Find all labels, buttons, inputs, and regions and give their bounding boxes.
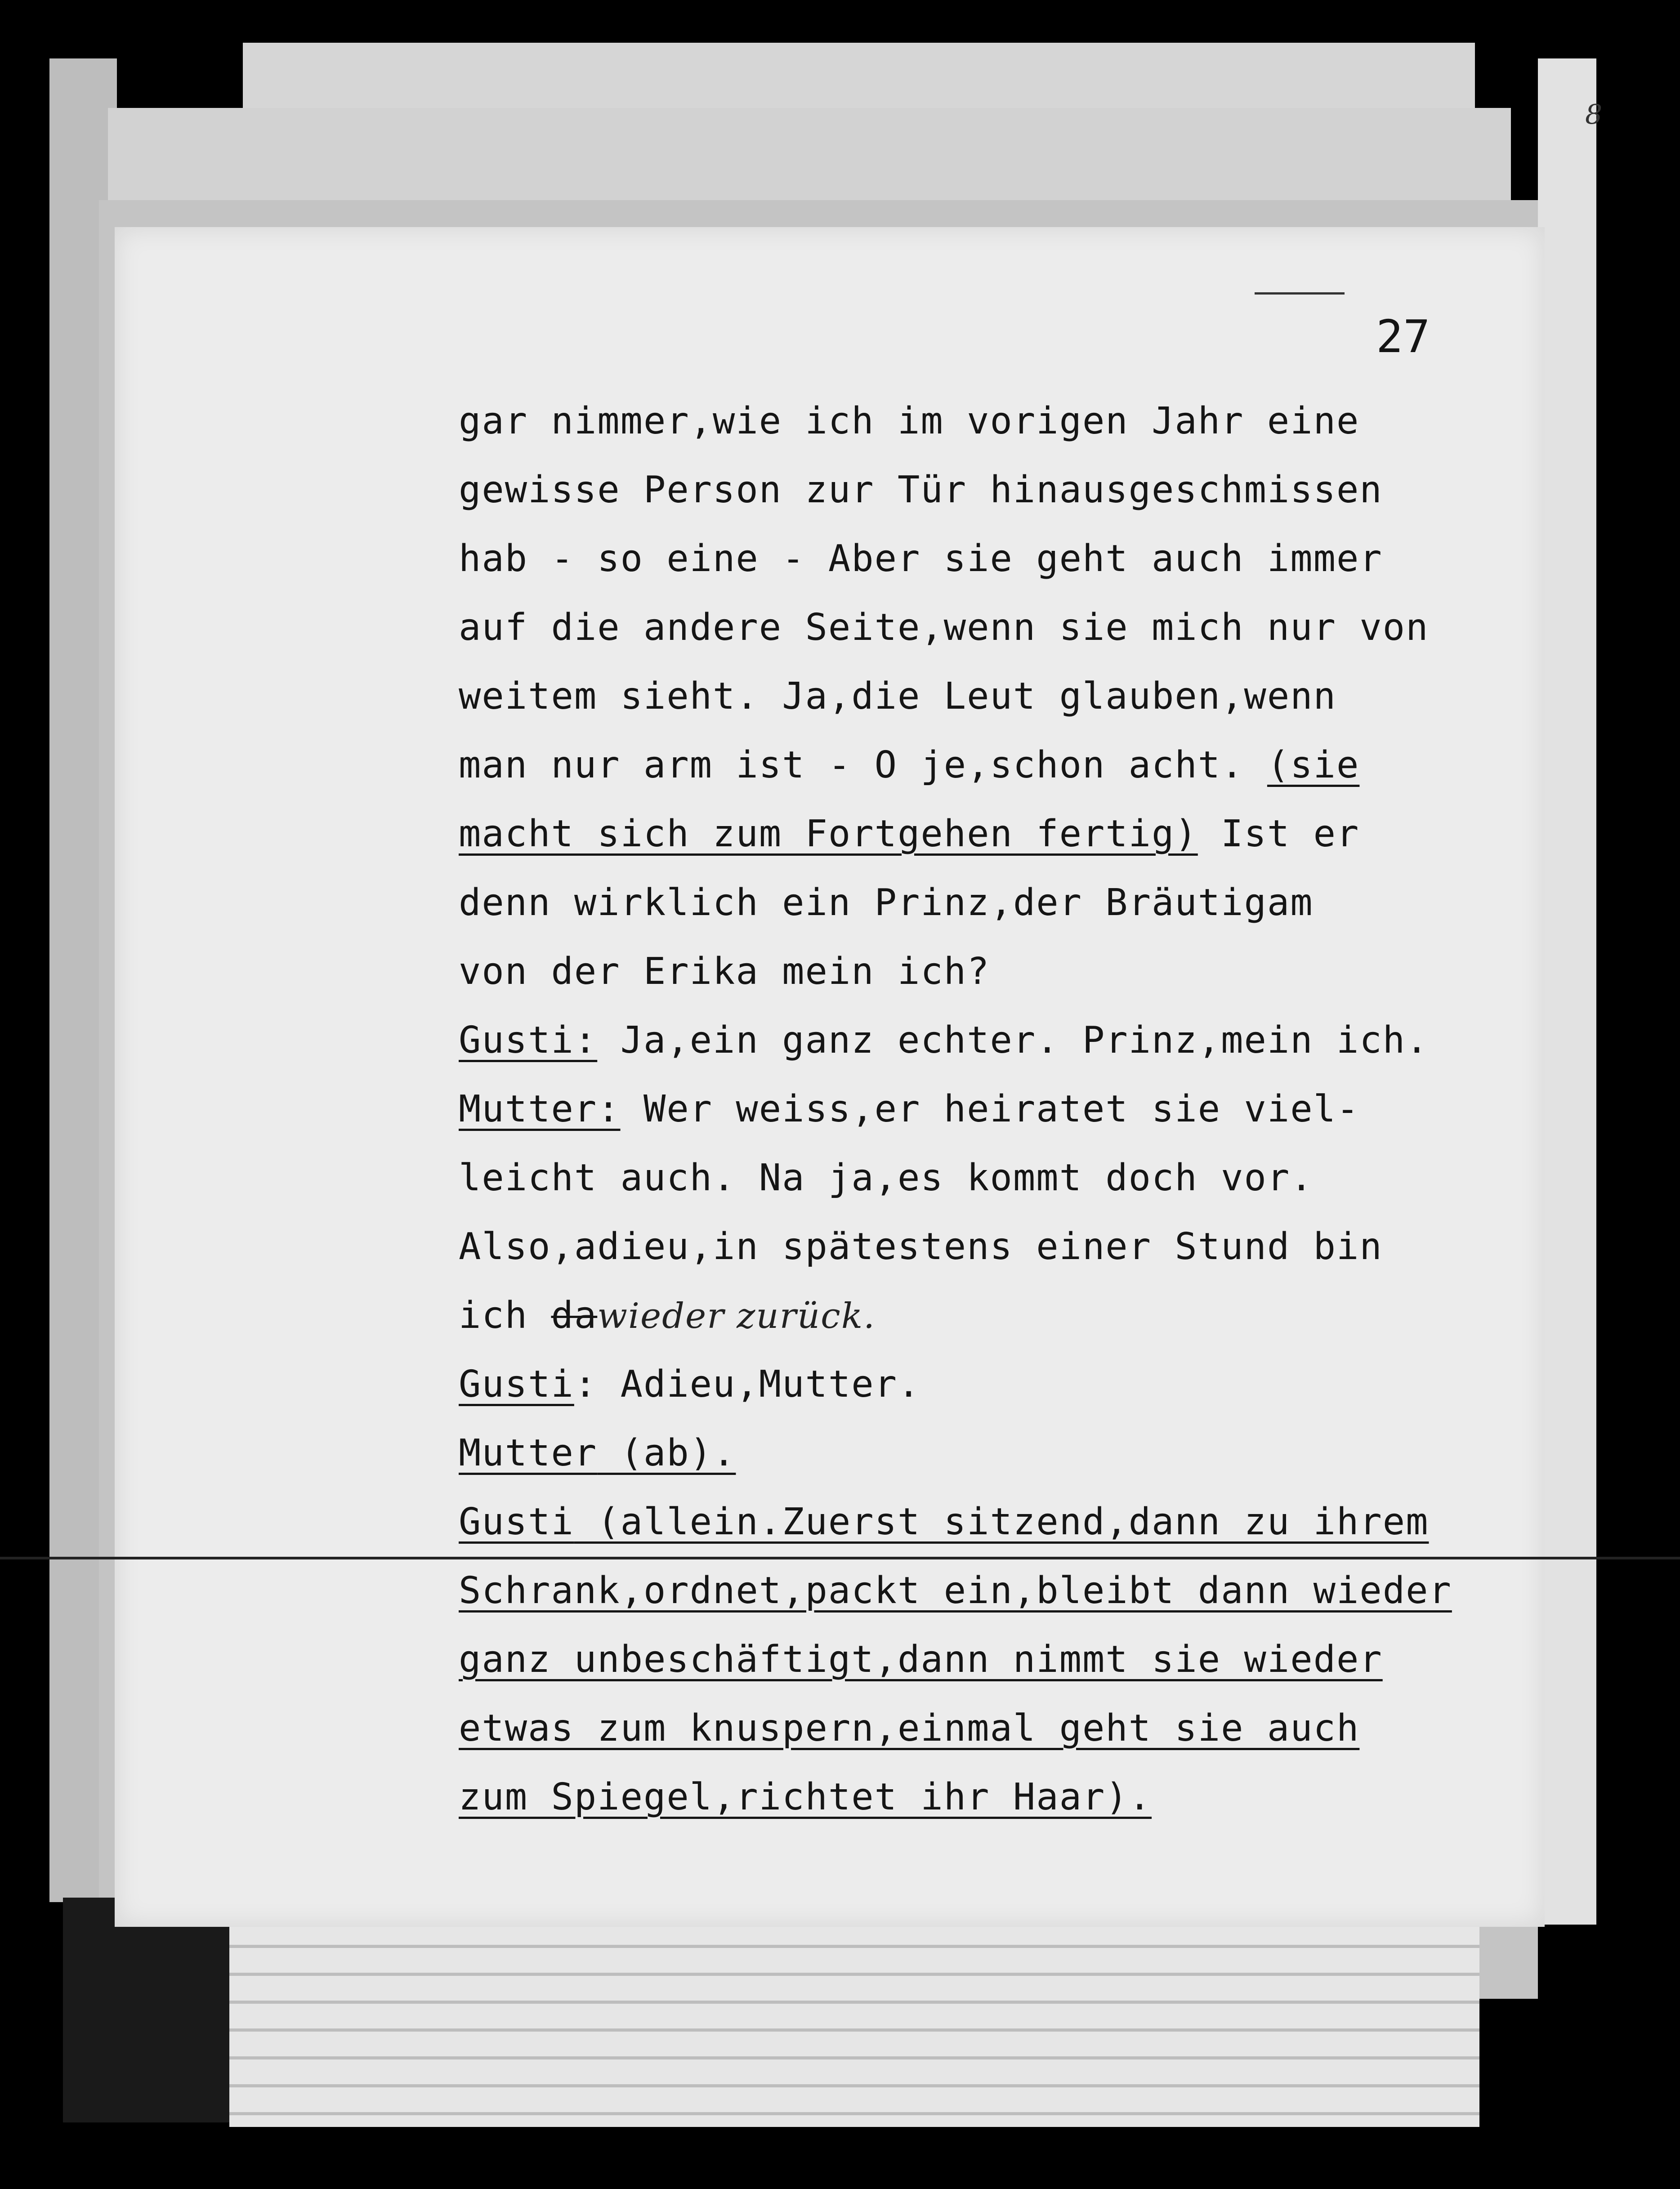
stage-direction: (sie xyxy=(1267,744,1360,786)
sheet-back-middle xyxy=(108,108,1511,211)
text-line xyxy=(459,1625,1493,1694)
speaker-name: Gusti xyxy=(459,1363,574,1406)
text-line: Also,adieu,in spätestens einer Stund bin xyxy=(459,1225,1383,1268)
text-line: leicht auch. Na ja,es kommt doch vor. xyxy=(459,1157,1314,1199)
text-segment: man nur arm ist - O je,schon acht. xyxy=(459,744,1244,786)
text-line: gar nimmer,wie ich im vorigen Jahr eine xyxy=(459,400,1360,442)
dialogue: : Adieu,Mutter. xyxy=(574,1363,921,1406)
scan-shadow-bottom-left xyxy=(63,1898,234,2122)
stage-direction: (ab). xyxy=(597,1432,736,1474)
text-line: denn wirklich ein Prinz,der Bräutigam xyxy=(459,881,1314,924)
scan-fold-line xyxy=(0,1557,1680,1559)
sheet-edge-right xyxy=(1538,58,1596,1925)
text-line xyxy=(459,1006,1493,1075)
text-line: auf die andere Seite,wenn sie mich nur von xyxy=(459,606,1429,649)
text-line xyxy=(459,1075,1493,1144)
speaker-name: Gusti xyxy=(459,1501,574,1543)
stage-direction: (allein.Zuerst sitzend,dann zu ihrem xyxy=(574,1501,1429,1543)
text-line: gewisse Person zur Tür hinausgeschmissen xyxy=(459,469,1383,511)
stage-direction: Schrank,ordnet,packt ein,bleibt dann wieder xyxy=(459,1569,1452,1612)
dialogue: Wer weiss,er heiratet sie viel- xyxy=(620,1088,1360,1130)
text-line xyxy=(459,731,1493,800)
sheet-back-top xyxy=(243,43,1475,110)
stage-direction: macht sich zum Fortgehen fertig) xyxy=(459,813,1198,855)
text-line xyxy=(459,1556,1493,1625)
text-line xyxy=(459,1488,1493,1556)
handwritten-correction: wieder zurück. xyxy=(597,1296,876,1336)
speaker-name: Gusti: xyxy=(459,1019,598,1062)
pencil-dash xyxy=(1255,292,1345,295)
text-line xyxy=(459,1694,1493,1763)
text-line xyxy=(459,1763,1493,1832)
stage-direction: etwas zum knuspern,einmal geht sie auch xyxy=(459,1707,1360,1750)
text-segment: ich xyxy=(459,1294,551,1337)
dialogue: Ja,ein ganz echter. Prinz,mein ich. xyxy=(597,1019,1429,1062)
text-line xyxy=(459,1281,1493,1350)
text-line: von der Erika mein ich? xyxy=(459,950,990,993)
text-segment: Ist er xyxy=(1197,813,1360,855)
speaker-name: Mutter xyxy=(459,1432,598,1474)
page-number: 27 xyxy=(1376,310,1430,363)
text-line xyxy=(459,1350,1493,1419)
sheet-stack-bottom xyxy=(229,1920,1479,2127)
text-line: weitem sieht. Ja,die Leut glauben,wenn xyxy=(459,675,1336,718)
text-line xyxy=(459,1419,1493,1488)
text-line: hab - so eine - Aber sie geht auch immer xyxy=(459,537,1383,580)
text-line xyxy=(459,800,1493,868)
script-text xyxy=(459,387,1493,1832)
struck-text: da xyxy=(551,1294,598,1337)
speaker-name: Mutter: xyxy=(459,1088,621,1130)
stage-direction: ganz unbeschäftigt,dann nimmt sie wieder xyxy=(459,1638,1383,1681)
corner-note: 8 xyxy=(1585,99,1603,130)
stage-direction: zum Spiegel,richtet ihr Haar). xyxy=(459,1776,1152,1818)
